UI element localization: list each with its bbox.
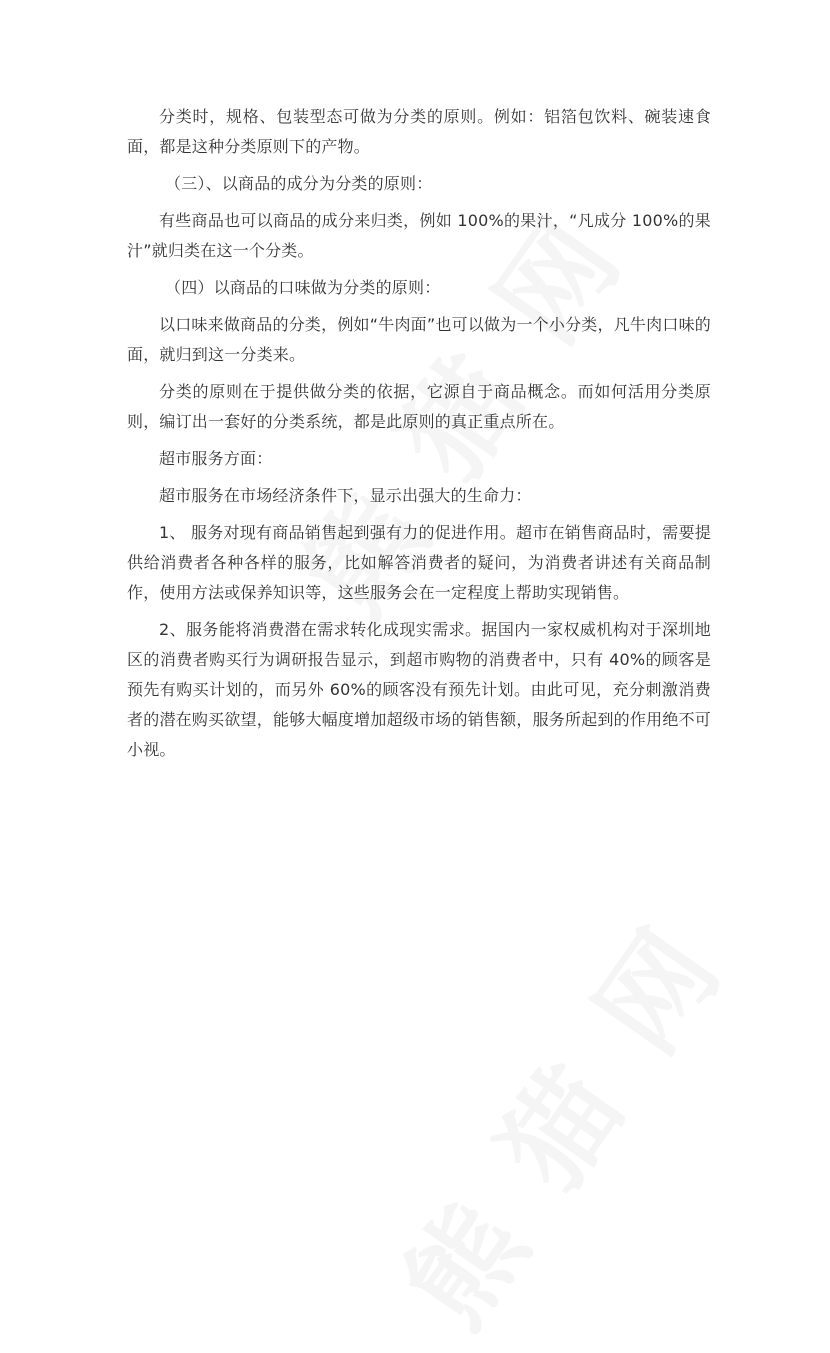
section-heading-flavor-rule: （四）以商品的口味做为分类的原则： <box>165 278 441 297</box>
paragraph-service-intro: 超市服务在市场经济条件下，显示出强大的生命力： <box>159 486 532 505</box>
paragraph-ingredient-rule: 有些商品也可以商品的成分来归类，例如 100%的果汁，“凡成分 100%的果汁”就归类在这一个分类。 <box>127 211 711 260</box>
paragraph-classification-summary: 分类的原则在于提供做分类的依据，它源自于商品概念。而如何活用分类原则，编订出一套好的分类系统，都是此原则的真正重点所在。 <box>127 382 711 431</box>
section-heading-supermarket-service: 超市服务方面： <box>159 449 273 468</box>
paragraph-service-point-2: 2、服务能将消费潜在需求转化成现实需求。据国内一家权威机构对于深圳地区的消费者购买行为调研报告显示，到超市购物的消费者中，只有 40%的顾客是预先有购买计划的，而另外 60%的顾客没有预先计划。由此可见，充分刺激消费者的潜在购买欲望，能够大幅度增加超级市场的销售额，服务所起到的作用绝不可小视。 <box>127 620 711 759</box>
section-heading-ingredient-rule: （三）、以商品的成分为分类的原则： <box>165 174 433 193</box>
paragraph-packaging-rule: 分类时，规格、包装型态可做为分类的原则。例如：铝箔包饮料、碗装速食面，都是这种分类原则下的产物。 <box>127 107 711 156</box>
paragraph-flavor-rule: 以口味来做商品的分类，例如“牛肉面”也可以做为一个小分类，凡牛肉口味的面，就归到这一分类来。 <box>127 315 711 364</box>
document-body <box>127 102 711 772</box>
paragraph-service-point-1: 1、 服务对现有商品销售起到强有力的促进作用。超市在销售商品时，需要提供给消费者各种各样的服务，比如解答消费者的疑问，为消费者讲述有关商品制作，使用方法或保养知识等，这些服务会在一定程度上帮助实现销售。 <box>127 523 711 602</box>
watermark-graphic <box>361 888 753 1352</box>
